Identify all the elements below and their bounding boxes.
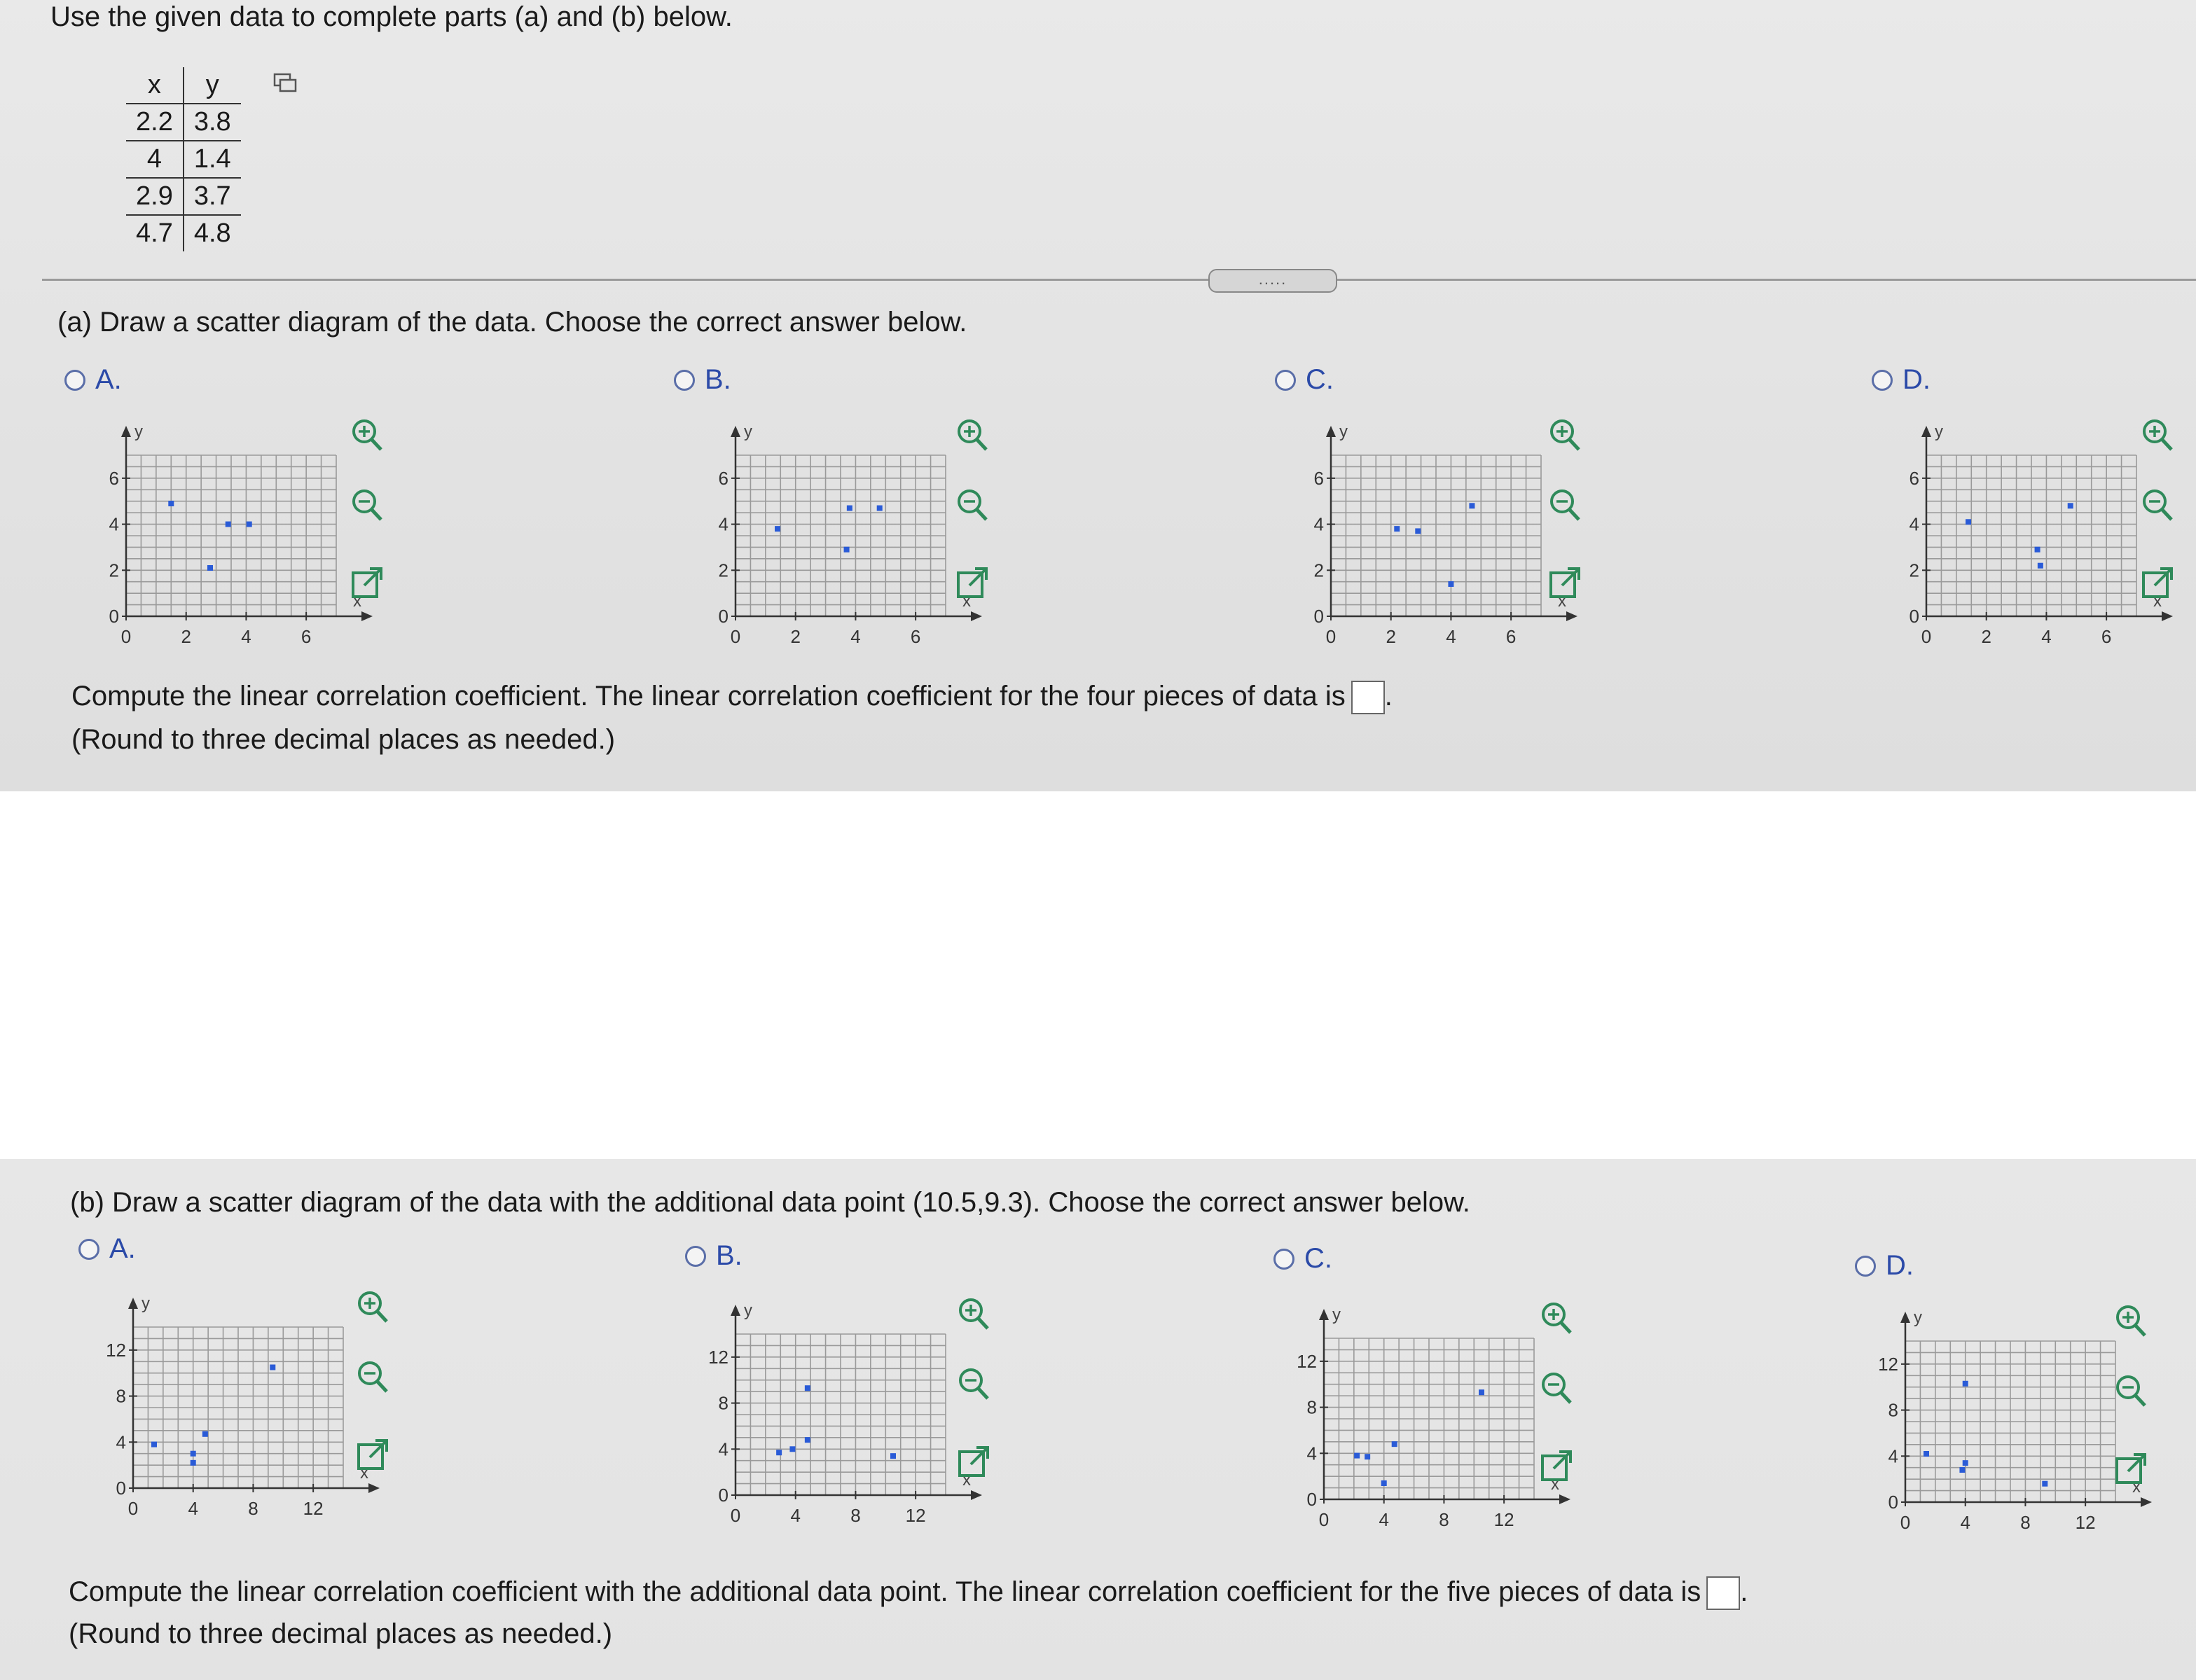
x-tick-label: 0 bbox=[1318, 1509, 1330, 1530]
y-tick-label: 8 bbox=[1306, 1396, 1317, 1418]
data-point bbox=[1392, 1441, 1397, 1447]
zoom-out-icon[interactable] bbox=[2111, 1372, 2150, 1411]
y-axis-label: y bbox=[1332, 1305, 1341, 1324]
x-tick-label: 12 bbox=[303, 1498, 324, 1519]
open-in-new-icon[interactable] bbox=[954, 1442, 993, 1481]
zoom-in-icon[interactable] bbox=[353, 1288, 392, 1327]
y-tick-label: 0 bbox=[1313, 606, 1324, 627]
x-tick-label: 0 bbox=[730, 626, 741, 647]
data-point bbox=[847, 506, 852, 511]
data-point bbox=[877, 506, 883, 511]
zoom-in-icon[interactable] bbox=[347, 416, 387, 455]
y-tick-label: 0 bbox=[1888, 1492, 1898, 1513]
open-in-new-icon[interactable] bbox=[953, 563, 992, 602]
option-label: B. bbox=[716, 1240, 743, 1271]
x-axis-arrow bbox=[1559, 1494, 1570, 1504]
x-tick-label: 8 bbox=[850, 1505, 861, 1526]
y-tick-label: 2 bbox=[1909, 560, 1919, 581]
open-in-new-icon[interactable] bbox=[353, 1435, 392, 1474]
data-point bbox=[1448, 581, 1453, 587]
x-axis-arrow bbox=[2162, 611, 2173, 621]
data-point bbox=[202, 1431, 208, 1437]
open-in-new-icon[interactable] bbox=[1545, 563, 1584, 602]
data-point bbox=[1966, 519, 1971, 525]
zoom-out-icon[interactable] bbox=[1545, 486, 1584, 525]
zoom-in-icon[interactable] bbox=[953, 416, 992, 455]
x-axis-label: x bbox=[962, 592, 971, 611]
y-axis-label: y bbox=[1914, 1308, 1922, 1327]
part-b-prompt: (b) Draw a scatter diagram of the data with the additional data point (10.5,9.3). Choose the correct answer below. bbox=[70, 1187, 1470, 1218]
x-tick-label: 4 bbox=[1960, 1512, 1970, 1533]
radio-button[interactable] bbox=[78, 1239, 99, 1260]
data-point bbox=[775, 526, 780, 532]
y-tick-label: 0 bbox=[1306, 1489, 1317, 1510]
x-axis-label: x bbox=[353, 592, 361, 611]
table-cell: 4 bbox=[126, 141, 184, 178]
zoom-in-icon[interactable] bbox=[954, 1295, 993, 1334]
correlation-question-b bbox=[69, 1576, 1748, 1610]
y-tick-label: 4 bbox=[1888, 1445, 1898, 1467]
data-point bbox=[2038, 563, 2043, 569]
option-label: D. bbox=[1902, 364, 1931, 395]
x-axis-arrow bbox=[2141, 1497, 2152, 1507]
x-tick-label: 12 bbox=[2075, 1512, 2096, 1533]
radio-button[interactable] bbox=[685, 1246, 706, 1267]
data-point bbox=[191, 1451, 196, 1457]
data-point bbox=[789, 1446, 795, 1452]
option-b-radio[interactable] bbox=[674, 364, 731, 396]
y-tick-label: 4 bbox=[109, 513, 119, 535]
x-tick-label: 2 bbox=[181, 626, 191, 647]
x-tick-label: 4 bbox=[1379, 1509, 1389, 1530]
y-axis-arrow bbox=[1319, 1309, 1329, 1320]
data-point bbox=[1365, 1454, 1370, 1459]
data-point bbox=[1959, 1467, 1965, 1473]
x-tick-label: 6 bbox=[1505, 626, 1517, 647]
radio-button[interactable] bbox=[64, 370, 85, 391]
option-d-radio[interactable] bbox=[1872, 364, 1931, 396]
data-point bbox=[1963, 1460, 1968, 1466]
y-tick-label: 8 bbox=[718, 1392, 728, 1414]
data-point bbox=[2035, 547, 2040, 553]
x-tick-label: 12 bbox=[905, 1505, 926, 1526]
option-c-radio[interactable] bbox=[1273, 1243, 1332, 1275]
x-tick-label: 0 bbox=[120, 626, 132, 647]
x-tick-label: 6 bbox=[910, 626, 921, 647]
y-tick-label: 2 bbox=[718, 560, 728, 581]
data-point bbox=[151, 1442, 157, 1448]
data-point bbox=[805, 1385, 810, 1391]
open-in-new-icon[interactable] bbox=[1537, 1446, 1576, 1485]
y-tick-label: 0 bbox=[1909, 606, 1919, 627]
correlation-question-a bbox=[71, 681, 1393, 714]
x-tick-label: 12 bbox=[1493, 1509, 1514, 1530]
open-in-new-icon[interactable] bbox=[2138, 563, 2177, 602]
option-label: C. bbox=[1304, 1243, 1332, 1274]
scatter-plot-a bbox=[84, 413, 392, 648]
table-header-y: y bbox=[205, 70, 219, 99]
table-cell: 4.7 bbox=[126, 215, 184, 251]
zoom-out-icon[interactable] bbox=[347, 486, 387, 525]
y-axis-arrow bbox=[1900, 1312, 1910, 1323]
y-tick-label: 8 bbox=[116, 1385, 126, 1407]
option-label: B. bbox=[705, 364, 731, 395]
y-tick-label: 0 bbox=[718, 1485, 728, 1506]
table-cell: 1.4 bbox=[184, 141, 241, 178]
y-axis-arrow bbox=[731, 426, 740, 437]
y-tick-label: 12 bbox=[1297, 1350, 1317, 1372]
y-axis-arrow bbox=[121, 426, 131, 437]
table-header-x: x bbox=[126, 67, 184, 104]
option-label: A. bbox=[109, 1233, 136, 1264]
x-axis-arrow bbox=[971, 1490, 982, 1500]
option-b-radio[interactable] bbox=[685, 1240, 743, 1272]
zoom-in-icon[interactable] bbox=[2138, 416, 2177, 455]
data-point bbox=[2042, 1481, 2047, 1487]
y-axis-label: y bbox=[744, 422, 752, 441]
y-tick-label: 6 bbox=[1909, 467, 1919, 489]
x-axis-label: x bbox=[962, 1471, 971, 1490]
data-point bbox=[1469, 503, 1475, 508]
y-tick-label: 4 bbox=[718, 513, 728, 535]
x-axis-arrow bbox=[1566, 611, 1577, 621]
data-point bbox=[844, 547, 850, 553]
y-tick-label: 6 bbox=[109, 467, 119, 489]
data-point bbox=[1479, 1389, 1484, 1395]
period: . bbox=[1384, 681, 1393, 711]
data-point bbox=[805, 1437, 810, 1443]
option-label: C. bbox=[1306, 364, 1334, 395]
data-point bbox=[1354, 1453, 1360, 1459]
x-tick-label: 4 bbox=[790, 1505, 801, 1526]
option-a-radio[interactable] bbox=[78, 1233, 136, 1265]
section-divider bbox=[42, 279, 2196, 281]
y-tick-label: 6 bbox=[1313, 467, 1324, 489]
option-c-radio[interactable] bbox=[1275, 364, 1334, 396]
table-row bbox=[126, 178, 241, 215]
open-in-new-icon[interactable] bbox=[347, 563, 387, 602]
y-axis-label: y bbox=[134, 422, 143, 441]
y-tick-label: 0 bbox=[718, 606, 728, 627]
data-point bbox=[270, 1365, 275, 1370]
data-point bbox=[890, 1453, 896, 1459]
zoom-in-icon[interactable] bbox=[1545, 416, 1584, 455]
y-tick-label: 2 bbox=[1313, 560, 1324, 581]
radio-button[interactable] bbox=[1273, 1249, 1294, 1270]
x-tick-label: 2 bbox=[1386, 626, 1396, 647]
correlation-text-a: Compute the linear correlation coefficient. The linear correlation coefficient for the four pieces of data is bbox=[71, 681, 1346, 711]
x-tick-label: 8 bbox=[248, 1498, 258, 1519]
x-axis-arrow bbox=[971, 611, 982, 621]
option-d-radio[interactable] bbox=[1855, 1250, 1914, 1282]
y-tick-label: 4 bbox=[718, 1438, 728, 1460]
x-tick-label: 8 bbox=[1439, 1509, 1449, 1530]
data-point bbox=[168, 501, 174, 506]
zoom-out-icon[interactable] bbox=[1537, 1369, 1576, 1408]
y-axis-label: y bbox=[1339, 422, 1348, 441]
copy-data-icon[interactable] bbox=[273, 73, 297, 94]
rounding-note-a: (Round to three decimal places as needed.) bbox=[71, 724, 616, 755]
zoom-out-icon[interactable] bbox=[954, 1365, 993, 1404]
radio-button[interactable] bbox=[1872, 370, 1893, 391]
x-tick-label: 4 bbox=[241, 626, 251, 647]
open-in-new-icon[interactable] bbox=[2111, 1449, 2150, 1488]
period: . bbox=[1740, 1576, 1748, 1607]
y-tick-label: 12 bbox=[106, 1339, 126, 1361]
part-b-panel bbox=[0, 1159, 2196, 1680]
y-axis-arrow bbox=[731, 1305, 740, 1316]
zoom-out-icon[interactable] bbox=[2138, 486, 2177, 525]
y-tick-label: 2 bbox=[109, 560, 119, 581]
table-cell: 3.7 bbox=[184, 178, 241, 215]
expand-button[interactable]: ..... bbox=[1208, 269, 1337, 293]
x-axis-label: x bbox=[360, 1464, 368, 1483]
x-tick-label: 0 bbox=[1325, 626, 1337, 647]
x-tick-label: 4 bbox=[2041, 626, 2052, 647]
y-axis-label: y bbox=[1935, 422, 1943, 441]
y-tick-label: 0 bbox=[109, 606, 119, 627]
y-axis-arrow bbox=[128, 1298, 138, 1309]
y-tick-label: 12 bbox=[1878, 1353, 1898, 1375]
part-a-panel bbox=[0, 0, 2196, 791]
rounding-note-b: (Round to three decimal places as needed.) bbox=[69, 1618, 613, 1649]
zoom-in-icon[interactable] bbox=[2111, 1302, 2150, 1341]
zoom-out-icon[interactable] bbox=[353, 1358, 392, 1397]
x-axis-arrow bbox=[361, 611, 373, 621]
x-tick-label: 0 bbox=[1900, 1512, 1911, 1533]
y-tick-label: 0 bbox=[116, 1478, 126, 1499]
x-tick-label: 4 bbox=[188, 1498, 198, 1519]
data-point bbox=[1963, 1381, 1968, 1387]
y-tick-label: 6 bbox=[718, 467, 728, 489]
x-tick-label: 4 bbox=[850, 626, 861, 647]
y-axis-arrow bbox=[1326, 426, 1336, 437]
x-tick-label: 0 bbox=[1921, 626, 1932, 647]
x-tick-label: 0 bbox=[730, 1505, 741, 1526]
y-tick-label: 4 bbox=[1313, 513, 1324, 535]
y-tick-label: 4 bbox=[116, 1431, 126, 1453]
zoom-out-icon[interactable] bbox=[953, 486, 992, 525]
part-a-prompt: (a) Draw a scatter diagram of the data. Choose the correct answer below. bbox=[57, 307, 967, 338]
correlation-answer-input-b[interactable] bbox=[1706, 1576, 1740, 1610]
table-cell: 2.2 bbox=[126, 104, 184, 141]
x-tick-label: 6 bbox=[2101, 626, 2112, 647]
x-axis-label: x bbox=[2153, 592, 2162, 611]
option-label: A. bbox=[95, 364, 122, 395]
table-row bbox=[126, 104, 241, 141]
data-point bbox=[191, 1460, 196, 1466]
x-tick-label: 8 bbox=[2020, 1512, 2031, 1533]
data-point bbox=[1381, 1480, 1387, 1486]
radio-button[interactable] bbox=[1855, 1256, 1876, 1277]
data-point bbox=[226, 522, 231, 527]
x-axis-arrow bbox=[368, 1483, 380, 1493]
x-axis-label: x bbox=[1558, 592, 1566, 611]
data-point bbox=[207, 565, 213, 571]
table-cell: 3.8 bbox=[184, 104, 241, 141]
data-point bbox=[776, 1450, 782, 1455]
x-tick-label: 6 bbox=[301, 626, 312, 647]
y-tick-label: 12 bbox=[708, 1346, 728, 1368]
table-row bbox=[126, 141, 241, 178]
x-tick-label: 4 bbox=[1446, 626, 1456, 647]
correlation-text-b: Compute the linear correlation coefficient with the additional data point. The linear correlation coefficient for the five pieces of data is bbox=[69, 1576, 1701, 1607]
y-tick-label: 4 bbox=[1909, 513, 1919, 535]
x-tick-label: 2 bbox=[790, 626, 801, 647]
x-tick-label: 0 bbox=[127, 1498, 139, 1519]
y-axis-label: y bbox=[141, 1294, 150, 1313]
data-point bbox=[1415, 528, 1421, 534]
data-table bbox=[126, 67, 241, 251]
radio-button[interactable] bbox=[1275, 370, 1296, 391]
y-tick-label: 8 bbox=[1888, 1399, 1898, 1421]
x-axis-label: x bbox=[2132, 1478, 2141, 1497]
x-axis-label: x bbox=[1551, 1475, 1559, 1494]
y-axis-arrow bbox=[1921, 426, 1931, 437]
option-a-radio[interactable] bbox=[64, 364, 122, 396]
y-tick-label: 4 bbox=[1306, 1443, 1317, 1464]
data-point bbox=[247, 522, 252, 527]
x-tick-label: 2 bbox=[1981, 626, 1991, 647]
radio-button[interactable] bbox=[674, 370, 695, 391]
zoom-in-icon[interactable] bbox=[1537, 1299, 1576, 1338]
data-point bbox=[1394, 526, 1400, 532]
data-point bbox=[1924, 1451, 1929, 1457]
table-row bbox=[126, 215, 241, 251]
y-axis-label: y bbox=[744, 1301, 752, 1320]
table-cell: 2.9 bbox=[126, 178, 184, 215]
table-cell: 4.8 bbox=[184, 215, 241, 251]
option-label: D. bbox=[1886, 1250, 1914, 1281]
correlation-answer-input-a[interactable] bbox=[1351, 681, 1385, 714]
data-point bbox=[2068, 503, 2073, 508]
instructions-text: Use the given data to complete parts (a) and (b) below. bbox=[50, 1, 733, 32]
